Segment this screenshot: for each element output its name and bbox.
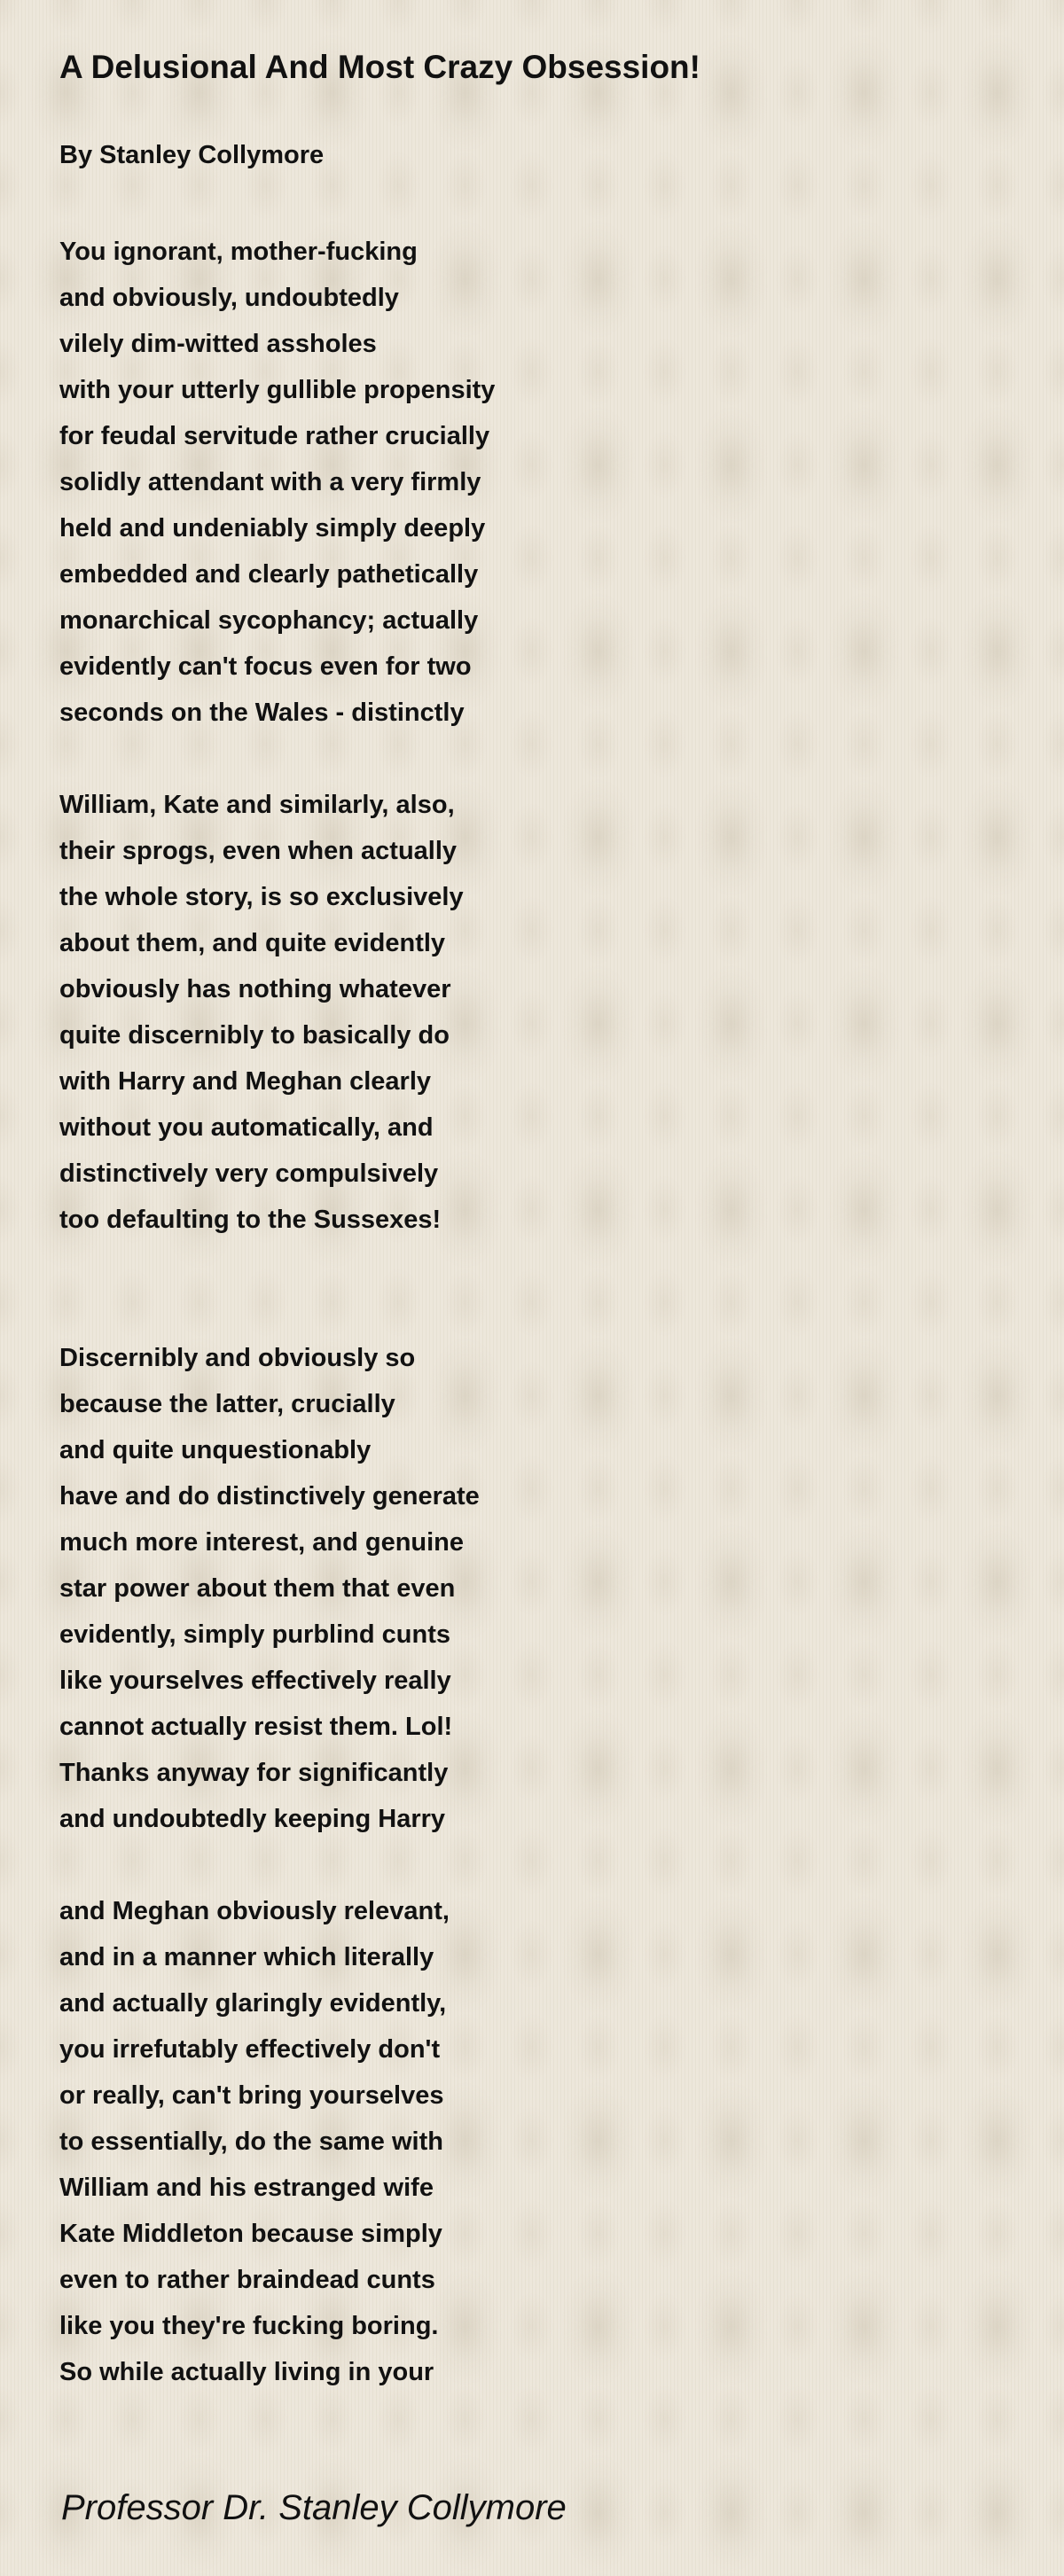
poem-line: because the latter, crucially [59, 1390, 395, 1418]
poem-line: without you automatically, and [59, 1113, 434, 1142]
poem-stanza-2 [59, 782, 857, 1243]
poem-line: distinctively very compulsively [59, 1159, 439, 1188]
poem-line: you irrefutably effectively don't [59, 2035, 441, 2064]
poem-line: have and do distinctively generate [59, 1482, 480, 1510]
poem-line: too defaulting to the Sussexes! [59, 1206, 442, 1234]
poem-line: or really, can't bring yourselves [59, 2081, 444, 2110]
poem-line: and actually glaringly evidently, [59, 1989, 447, 2018]
poem-line: evidently can't focus even for two [59, 652, 472, 681]
poem-line: and quite unquestionably [59, 1436, 372, 1464]
poem-line: Discernibly and obviously so [59, 1344, 416, 1372]
poem-line: with Harry and Meghan clearly [59, 1067, 432, 1096]
poem-line: to essentially, do the same with [59, 2127, 443, 2156]
poem-line: the whole story, is so exclusively [59, 883, 464, 911]
poem-line: star power about them that even [59, 1574, 456, 1603]
poem-line: held and undeniably simply deeply [59, 514, 486, 543]
poem-line: evidently, simply purblind cunts [59, 1620, 450, 1649]
poem-line: seconds on the Wales - distinctly [59, 699, 465, 727]
poem-line: So while actually living in your [59, 2358, 434, 2386]
poem-line: Thanks anyway for significantly [59, 1759, 449, 1787]
poem-stanza-3 [59, 1335, 857, 1842]
poem-line: William, Kate and similarly, also, [59, 791, 455, 819]
poem-line: and in a manner which literally [59, 1943, 434, 1971]
poem-line: and obviously, undoubtedly [59, 284, 399, 312]
poem-line: monarchical sycophancy; actually [59, 606, 479, 635]
poem-line: and Meghan obviously relevant, [59, 1897, 450, 1925]
poem-line: their sprogs, even when actually [59, 837, 458, 865]
poem-line: vilely dim-witted assholes [59, 330, 377, 358]
poem-stanza-4 [59, 1888, 857, 2395]
poem-line: solidly attendant with a very firmly [59, 468, 481, 496]
poem-line: obviously has nothing whatever [59, 975, 451, 1003]
poem-line: for feudal servitude rather crucially [59, 422, 490, 450]
poem-author-signature: Professor Dr. Stanley Collymore [61, 2488, 567, 2527]
poem-line: like yourselves effectively really [59, 1667, 451, 1695]
poem-line: embedded and clearly pathetically [59, 560, 479, 589]
poem-line: about them, and quite evidently [59, 929, 446, 957]
poem-line: and undoubtedly keeping Harry [59, 1805, 446, 1833]
poem-line: You ignorant, mother-fucking [59, 238, 418, 266]
poem-line: quite discernibly to basically do [59, 1021, 450, 1050]
poem-line: cannot actually resist them. Lol! [59, 1713, 453, 1741]
poem-line: like you they're fucking boring. [59, 2312, 439, 2340]
poem-line: much more interest, and genuine [59, 1528, 465, 1557]
poem-stanza-1 [59, 229, 857, 736]
poem-title: A Delusional And Most Crazy Obsession! [59, 49, 700, 85]
poem-line: with your utterly gullible propensity [59, 376, 496, 404]
poem-line: Kate Middleton because simply [59, 2220, 442, 2248]
poem-line: even to rather braindead cunts [59, 2266, 435, 2294]
poem-author-byline: By Stanley Collymore [59, 141, 325, 169]
poem-line: William and his estranged wife [59, 2174, 434, 2202]
poem-body [59, 229, 857, 2395]
